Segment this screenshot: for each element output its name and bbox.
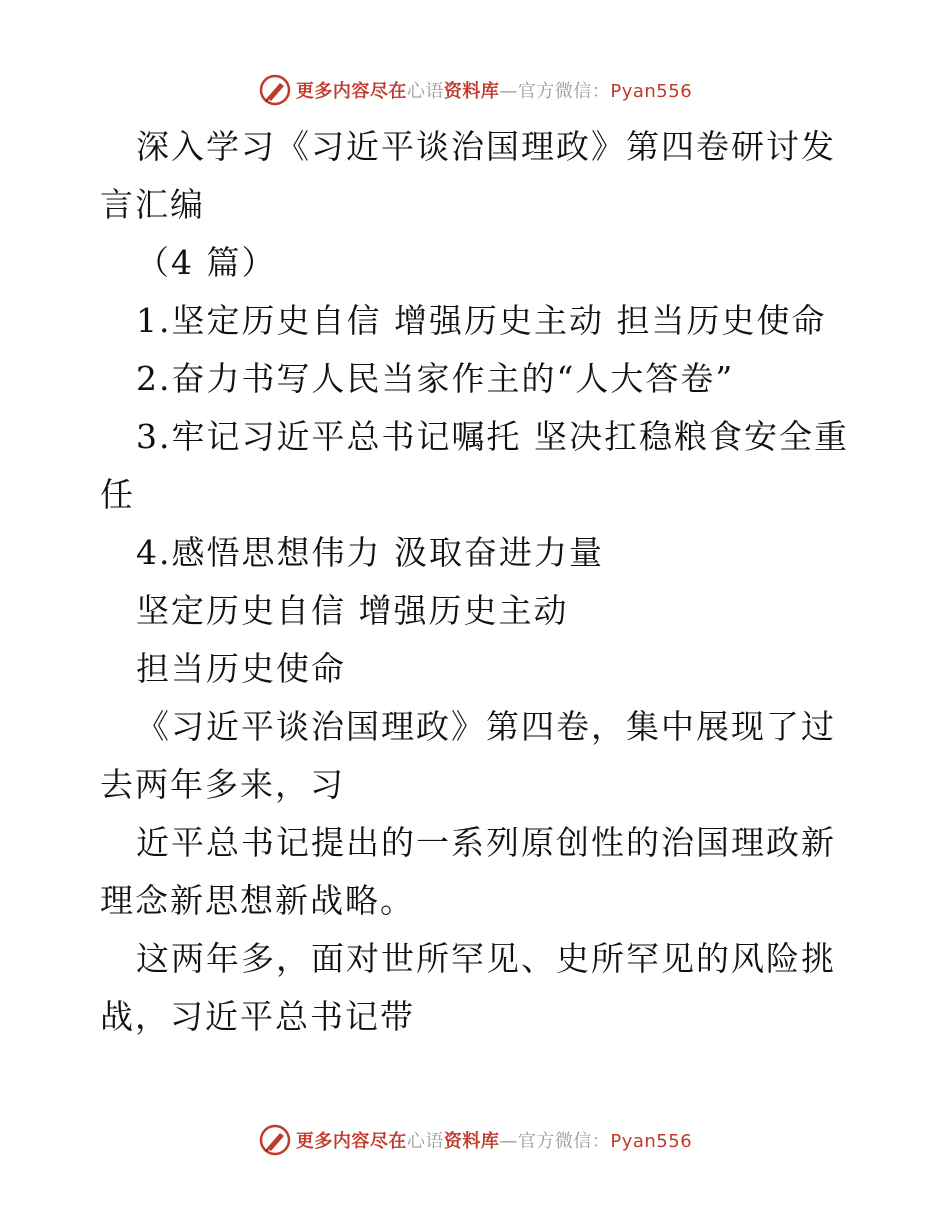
- footer-banner-part2: 心语: [406, 1131, 444, 1152]
- footer-banner-part1: 更多内容尽在: [295, 1131, 407, 1152]
- document-body: [100, 118, 860, 1046]
- body-paragraph-2: 近平总书记提出的一系列原创性的治国理政新理念新思想新战略。: [100, 823, 836, 920]
- pen-logo-icon: [258, 73, 292, 107]
- doc-title: 深入学习《习近平谈治国理政》第四卷研讨发言汇编: [100, 127, 836, 224]
- body-paragraph-3: 这两年多，面对世所罕见、史所罕见的风险挑战，习近平总书记带: [100, 939, 836, 1036]
- toc-item-2: 2.奋力书写人民当家作主的“人大答卷”: [136, 359, 735, 398]
- footer-banner-part3: 资料库: [443, 1131, 500, 1152]
- toc-item-3: 3.牢记习近平总书记嘱托 坚决扛稳粮食安全重任: [100, 417, 849, 514]
- body-paragraph-1: 《习近平谈治国理政》第四卷，集中展现了过去两年多来，习: [100, 707, 836, 804]
- header-banner-text: [296, 77, 692, 103]
- header-banner-part2: 心语: [406, 81, 444, 102]
- doc-count: （4 篇）: [136, 243, 277, 282]
- toc-item-1: 1.坚定历史自信 增强历史主动 担当历史使命: [136, 301, 827, 340]
- footer-banner-part4: —官方微信：: [499, 1131, 611, 1152]
- pen-logo-icon: [258, 1123, 292, 1157]
- header-banner-part3: 资料库: [443, 81, 500, 102]
- section-title-line-2: 担当历史使命: [136, 649, 346, 688]
- toc-item-4: 4.感悟思想伟力 汲取奋进力量: [136, 533, 604, 572]
- header-banner-part4: —官方微信：: [499, 81, 611, 102]
- footer-banner-part5: Pyan556: [610, 1131, 693, 1152]
- header-watermark-banner: [0, 70, 950, 110]
- header-banner-part5: Pyan556: [610, 81, 693, 102]
- section-title-line-1: 坚定历史自信 增强历史主动: [136, 591, 569, 630]
- header-banner-part1: 更多内容尽在: [295, 81, 407, 102]
- footer-watermark-banner: [0, 1120, 950, 1160]
- footer-banner-text: [296, 1127, 692, 1153]
